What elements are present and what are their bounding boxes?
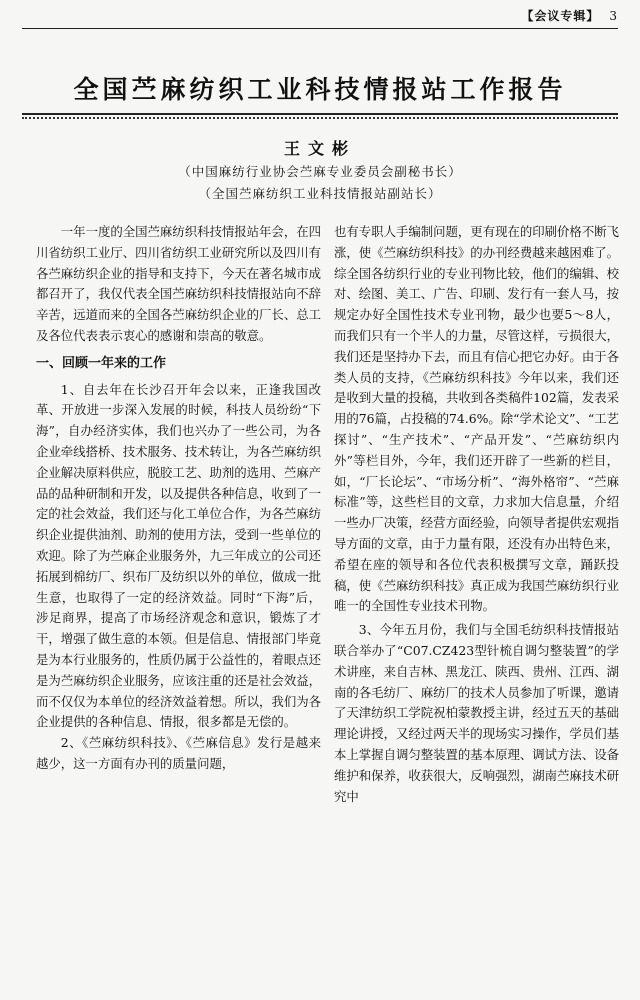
running-header [521, 7, 618, 24]
author-name: 王文彬 [283, 139, 356, 158]
body-paragraph: 1、自去年在长沙召开年会以来，正逢我国改革、开放进一步深入发展的时候，科技人员纷纷“下海”，自办经济实体，我们也兴办了一些公司，为各企业牵线搭桥、技术服务、技术转让，为各苎麻纺织企业解决原料供应，脱胶工艺、助剂的选用、苎麻产品的品种研制和开发，以及提供各种信息，收到了一定的社会效益，我们还与化工单位合作，为各苎麻纺织企业提供油剂、助剂的使用方法，受到一些单位的欢迎。除了为苎麻企业服务外，九三年成立的公司还拓展到棉纺厂、织布厂及纺织以外的单位，做成一批生意，也取得了一定的经济效益。同时“下海”后，涉足商界，提高了市场经济观念和意识，锻炼了才干，增强了做生意的本领。但是信息、情报部门毕竟是为本行业服务的，性质仍属于公益性的，着眼点还是为苎麻纺织企业服务，应该注重的还是社会效益，而不仅仅为本单位的经济效益着想。所以，我们为各企业提供的各种信息、情报，很多都是无偿的。 [36, 381, 321, 730]
article-title: 全国苎麻纺织工业科技情报站工作报告 [73, 75, 567, 104]
author-affiliation-secondary: （全国苎麻纺织工业科技情报站副站长） [198, 186, 442, 201]
page-number: 3 [609, 9, 618, 23]
body-paragraph: 2、《苎麻纺织科技》、《苎麻信息》发行是越来越少，这一方面有办刊的质量问题， [36, 735, 321, 771]
section-label: 【会议专辑】 [521, 9, 600, 23]
left-column [36, 222, 321, 775]
intro-paragraph: 一年一度的全国苎麻纺织科技情报站年会，在四川省纺织工业厅、四川省纺织工业研究所以及四川有各苎麻纺织企业的指导和支持下，今天在著名城市成都召开了，我仅代表全国苎麻纺织科技情报站向不辞辛苦，远道而来的全国各苎麻纺织企业的厂长、总工及各位代表表示衷心的感谢和崇高的敬意。 [36, 224, 321, 343]
section-heading: 一、回顾一年来的工作 [36, 355, 167, 371]
body-paragraph: 3、今年五月份，我们与全国毛纺织科技情报站联合举办了“C07.CZ423型针梳自调匀整装置”的学术讲座，来自吉林、黑龙江、陕西、贵州、江西、湖南的各毛纺厂、麻纺厂的技术人员参加了听课，邀请了天津纺织工学院祝柏蒙教授主讲，经过五天的基础理论讲授，又经过两天半的现场实习操作，学员们基本上掌握自调匀整装置的基本原理、调试方法、设备维护和保养，收获很大，反响强烈，湖南苎麻技术研究中 [334, 622, 619, 804]
body-paragraph-continued: 也有专职人手编制问题，更有现在的印刷价格不断飞涨，使《苎麻纺织科技》的办刊经费越来越困难了。综全国各纺织行业的专业刊物比较，他们的编辑、校对、绘图、美工、广告、印刷、发行有一套人马，按规定办好全国性技术专业刊物，最少也要5～8人，而我们只有一个半人的力量，尽管这样，亏损很大，我们还是坚持办下去，而且有信心把它办好。由于各类人员的支持，《苎麻纺织科技》今年以来，我们还是收到大量的投稿，共收到各类稿件102篇，发表采用的76篇，占投稿的74.6%。除“学术论文”、“工艺探讨”、“生产技术”、“产品开发”、“苎麻纺织内外”等栏目外，今年，我们还开辟了一些新的栏目，如，“厂长论坛”、“市场分析”、“海外格帘”、“苎麻标准”等，这些栏目的文章，力求加大信息量，介绍一些办厂决策，经营方面经验，向领导者提供宏观指导方面的文章，由于力量有限，还没有办出特色来，希望在座的领导和各位代表积极撰写文章，踊跃投稿，使《苎麻纺织科技》真正成为我国苎麻纺织行业唯一的全国性专业技术刊物。 [334, 224, 619, 614]
author-affiliation: （中国麻纺行业协会苎麻专业委员会副秘书长） [178, 164, 462, 179]
title-divider [22, 113, 618, 122]
header-rule [22, 28, 618, 29]
right-column [334, 222, 619, 807]
